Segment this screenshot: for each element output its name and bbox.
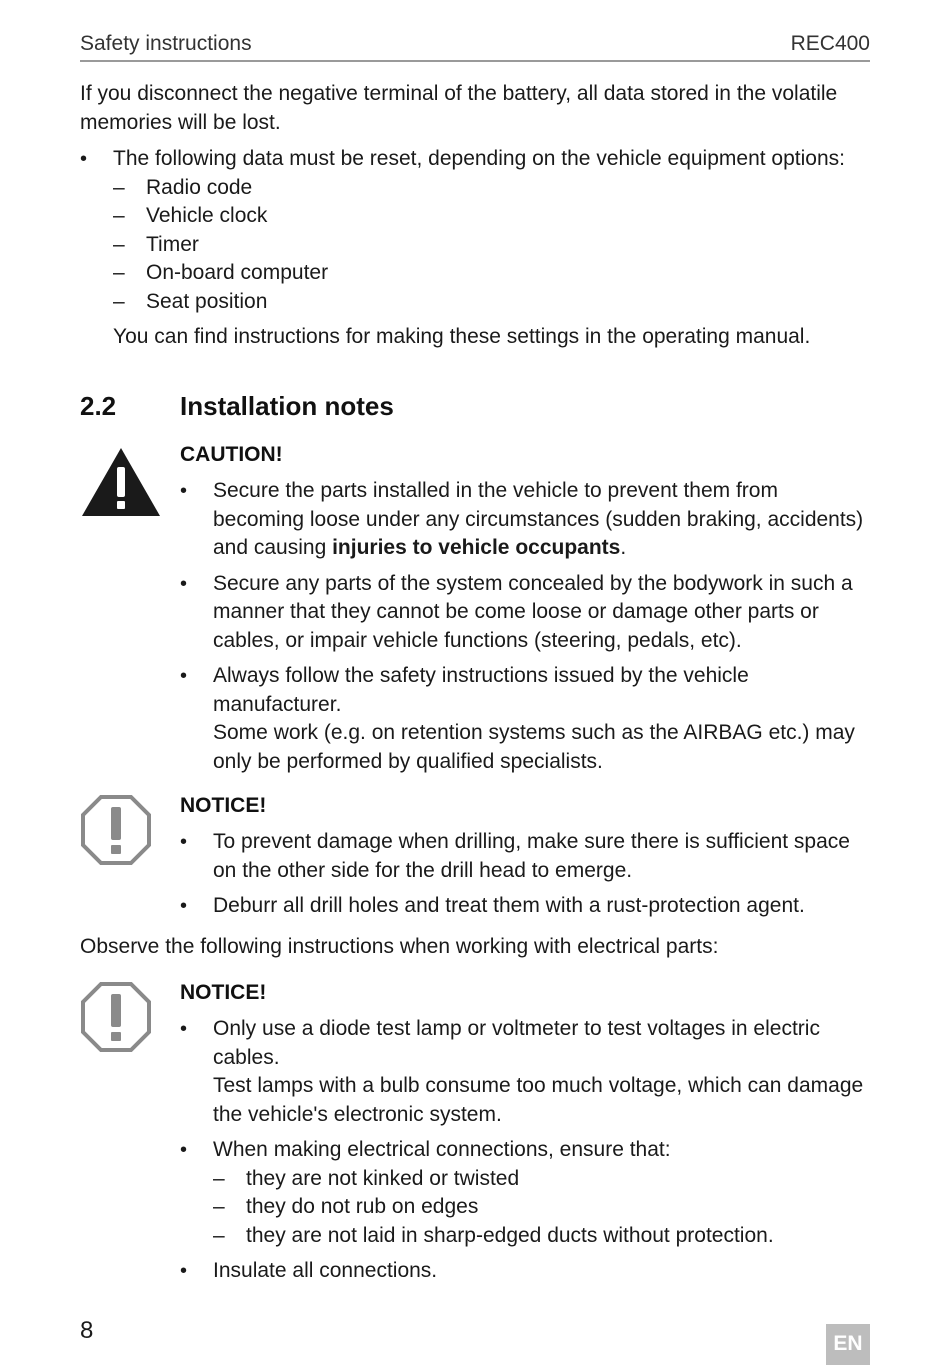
notice-title: NOTICE!	[180, 981, 267, 1004]
notice-item	[180, 1015, 870, 1129]
section-number: 2.2	[80, 391, 117, 421]
connection-condition: – they do not rub on edges	[213, 1193, 870, 1222]
caution-list	[180, 477, 870, 776]
caution-item-end: .	[620, 536, 627, 559]
connection-condition: – they are not kinked or twisted	[213, 1165, 870, 1194]
notice-body	[180, 792, 870, 928]
notice-list	[180, 828, 870, 921]
notice-title: NOTICE!	[180, 794, 267, 817]
connection-conditions-list	[213, 1165, 870, 1251]
caution-item-emphasis: injuries to vehicle occupants	[332, 536, 621, 559]
reset-bullet-list	[80, 145, 870, 352]
notice-item: • Deburr all drill holes and treat them with a rust-protection agent.	[180, 892, 870, 921]
reset-item: – Timer	[113, 231, 870, 260]
warning-triangle-icon	[80, 446, 162, 527]
notice-item: • Insulate all connections.	[180, 1257, 870, 1286]
notice-octagon-icon	[80, 794, 152, 875]
running-header	[80, 30, 870, 62]
caution-item-line: • Always follow the safety instructions issued by the vehicle manufacturer.	[213, 664, 749, 716]
caution-body	[180, 441, 870, 783]
section-title: Installation notes	[180, 391, 394, 421]
notice-item-text: When making electrical connections, ensure that:	[213, 1138, 671, 1161]
header-product-code: REC400	[790, 32, 870, 55]
section-heading	[80, 390, 870, 422]
caution-item: • Secure any parts of the system concealed by the bodywork in such a manner that they cannot be come loose or damage other parts or cables, or impair vehicle functions (steering, pedals, etc).	[180, 570, 870, 656]
reset-item: – Seat position	[113, 288, 870, 317]
page-number: 8	[80, 1317, 94, 1344]
reset-items-list	[113, 174, 870, 317]
caution-item	[180, 662, 870, 776]
notice-body	[180, 979, 870, 1293]
manual-reference: You can find instructions for making these settings in the operating manual.	[113, 325, 811, 348]
notice-octagon-icon	[80, 981, 152, 1062]
document-page	[80, 0, 870, 1365]
caution-item-text: Secure the parts installed in the vehicle to prevent them from becoming loose under any circumstances (sudden braking, accidents) and causing	[213, 479, 864, 559]
battery-warning-paragraph: If you disconnect the negative terminal of the battery, all data stored in the volatile memories will be lost.	[80, 82, 838, 134]
notice-list	[180, 1015, 870, 1286]
notice-item-line: Test lamps with a bulb consume too much voltage, which can damage the vehicle's electronic system.	[213, 1074, 864, 1126]
reset-item: – Radio code	[113, 174, 870, 203]
reset-item: – On-board computer	[113, 259, 870, 288]
reset-bullet	[80, 145, 870, 352]
notice-item	[180, 1136, 870, 1250]
connection-condition: – they are not laid in sharp-edged ducts without protection.	[213, 1222, 870, 1251]
notice-item: • To prevent damage when drilling, make sure there is sufficient space on the other side for the drill head to emerge.	[180, 828, 870, 885]
caution-title: CAUTION!	[180, 443, 283, 466]
caution-item	[180, 477, 870, 563]
reset-bullet-text: The following data must be reset, depending on the vehicle equipment options:	[113, 147, 845, 170]
battery-intro	[80, 80, 870, 352]
notice-item-line: • Only use a diode test lamp or voltmeter to test voltages in electric cables.	[213, 1017, 820, 1069]
reset-item: – Vehicle clock	[113, 202, 870, 231]
caution-item-line: Some work (e.g. on retention systems such as the AIRBAG etc.) may only be performed by qualified specialists.	[213, 721, 855, 773]
language-badge: EN	[826, 1324, 870, 1365]
header-section-title: Safety instructions	[80, 32, 252, 55]
electrical-intro: Observe the following instructions when working with electrical parts:	[80, 935, 719, 958]
